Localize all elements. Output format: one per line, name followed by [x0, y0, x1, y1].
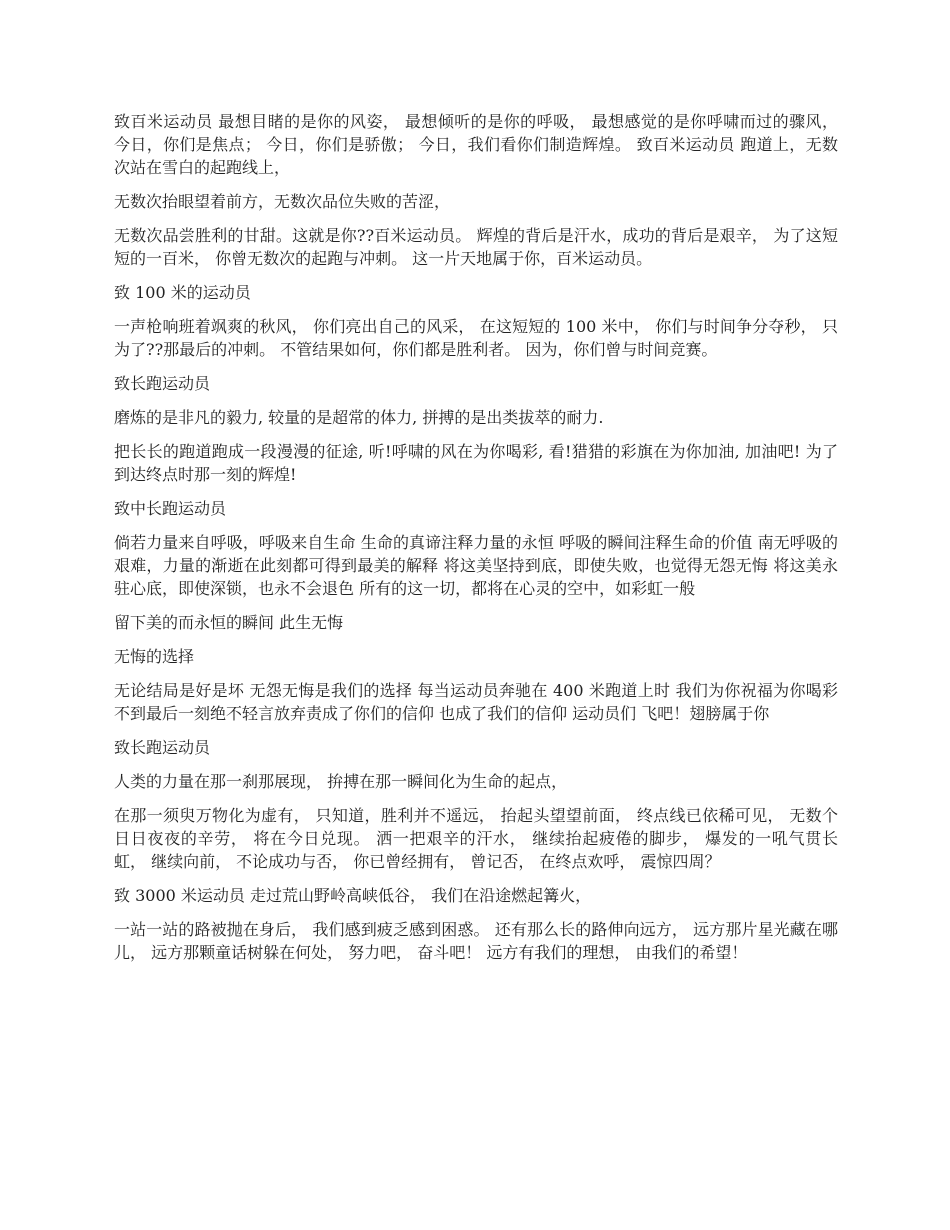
paragraph-8: 把长长的跑道跑成一段漫漫的征途, 听!呼啸的风在为你喝彩, 看!猎猎的彩旗在为你加油, 加油吧! 为了到达终点时那一刻的辉煌! [114, 442, 838, 484]
paragraph-11: 留下美的而永恒的瞬间 此生无悔 [114, 613, 344, 632]
paragraph-3: 无数次品尝胜利的甘甜。这就是你??百米运动员。 辉煌的背后是汗水，成功的背后是艰辛， 为了这短短的一百米， 你曾无数次的起跑与冲刺。 这一片天地属于你，百米运动员。 [114, 226, 838, 268]
paragraph-1: 致百米运动员 最想目睹的是你的风姿， 最想倾听的是你的呼吸， 最想感觉的是你呼啸而过的骤风， 今日，你们是焦点； 今日，你们是骄傲； 今日，我们看你们制造辉煌。 致百米运动员 跑道上，无数次站在雪白的起跑线上， [114, 112, 844, 177]
paragraph-5: 一声枪响班着飒爽的秋风， 你们亮出自己的风采， 在这短短的 100 米中， 你们与时间争分夺秒， 只为了??那最后的冲刺。 不管结果如何，你们都是胜利者。 因为，你们曾与时间竞赛。 [114, 317, 838, 359]
paragraph-10: 倘若力量来自呼吸，呼吸来自生命 生命的真谛注释力量的永恒 呼吸的瞬间注释生命的价值 南无呼吸的艰难，力量的渐逝在此刻都可得到最美的解释 将这美坚持到底，即使失败，也觉得无怨无悔 将这美永驻心底，即使深锁，也永不会退色 所有的这一切，都将在心灵的空中，如彩虹一般 [114, 533, 838, 598]
paragraph-16: 在那一须臾万物化为虚有， 只知道，胜利并不遥远， 抬起头望望前面， 终点线已依稀可见， 无数个日日夜夜的辛劳， 将在今日兑现。 洒一把艰辛的汗水， 继续抬起疲倦的脚步， 爆发的一吼气贯长虹， 继续向前， 不论成功与否， 你已曾经拥有， 曾记否， 在终点欢呼， 震惊四周？ [114, 806, 838, 871]
heading-no-regret: 无悔的选择 [114, 647, 195, 666]
paragraph-15: 人类的力量在那一刹那展现， 拚搏在那一瞬间化为生命的起点， [114, 772, 568, 791]
paragraph-18: 一站一站的路被抛在身后， 我们感到疲乏感到困惑。 还有那么长的路伸向远方， 远方那片星光藏在哪儿， 远方那颗童话树躲在何处， 努力吧， 奋斗吧！ 远方有我们的理想， 由我们的希望！ [114, 920, 838, 962]
paragraph-7: 磨炼的是非凡的毅力, 较量的是超常的体力, 拼搏的是出类拔萃的耐力. [114, 408, 604, 427]
heading-100m: 致 100 米的运动员 [114, 283, 251, 302]
paragraph-2: 无数次抬眼望着前方，无数次品位失败的苦涩， [114, 192, 451, 211]
heading-long-distance-1: 致长跑运动员 [114, 374, 211, 393]
paragraph-13: 无论结局是好是坏 无怨无悔是我们的选择 每当运动员奔驰在 400 米跑道上时 我们为你祝福为你喝彩 不到最后一刻绝不轻言放弃责成了你们的信仰 也成了我们的信仰 运动员们 飞吧！翅膀属于你 [114, 681, 844, 723]
heading-long-distance-2: 致长跑运动员 [114, 738, 211, 757]
paragraph-17: 致 3000 米运动员 走过荒山野岭高峡低谷， 我们在沿途燃起篝火， [114, 886, 592, 905]
heading-middle-distance: 致中长跑运动员 [114, 499, 227, 518]
